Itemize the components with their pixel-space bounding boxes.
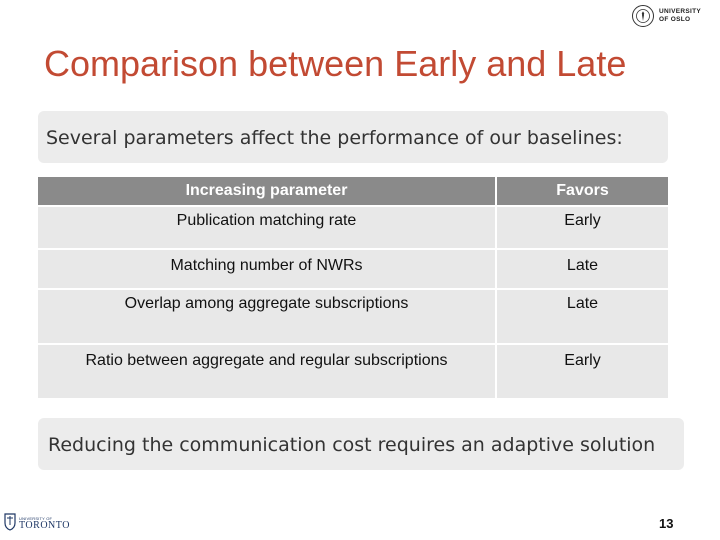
cell-favors: Late <box>496 249 668 289</box>
university-of-oslo-logo <box>632 4 714 28</box>
university-of-toronto-logo <box>4 513 70 531</box>
oslo-seal-icon <box>632 5 654 27</box>
column-header-favors: Favors <box>496 177 668 206</box>
cell-parameter: Publication matching rate <box>38 206 496 249</box>
toronto-crest-icon <box>4 513 16 531</box>
slide-title: Comparison between Early and Late <box>44 43 627 84</box>
cell-favors: Late <box>496 289 668 344</box>
cell-parameter: Ratio between aggregate and regular subscriptions <box>38 344 496 399</box>
parameter-table <box>38 177 668 400</box>
conclusion-text: Reducing the communication cost requires an adaptive solution <box>48 434 656 456</box>
cell-parameter: Matching number of NWRs <box>38 249 496 289</box>
intro-text: Several parameters affect the performance of our baselines: <box>46 127 623 149</box>
table-row <box>38 206 668 249</box>
toronto-logo-small: UNIVERSITY OF <box>19 516 53 521</box>
table-row <box>38 249 668 289</box>
table-header-row <box>38 177 668 206</box>
page-number: 13 <box>659 516 674 531</box>
table-row <box>38 344 668 399</box>
cell-parameter: Overlap among aggregate subscriptions <box>38 289 496 344</box>
toronto-logo-big: TORONTO <box>19 520 70 531</box>
oslo-logo-line1: UNIVERSITY <box>659 8 702 15</box>
table-row <box>38 289 668 344</box>
conclusion-box <box>38 418 684 470</box>
cell-favors: Early <box>496 344 668 399</box>
toronto-logo-text <box>19 515 70 529</box>
oslo-logo-line2: OF OSLO <box>659 16 691 23</box>
intro-box <box>38 111 668 163</box>
column-header-parameter: Increasing parameter <box>38 177 496 206</box>
cell-favors: Early <box>496 206 668 249</box>
oslo-logo-text <box>659 8 701 24</box>
